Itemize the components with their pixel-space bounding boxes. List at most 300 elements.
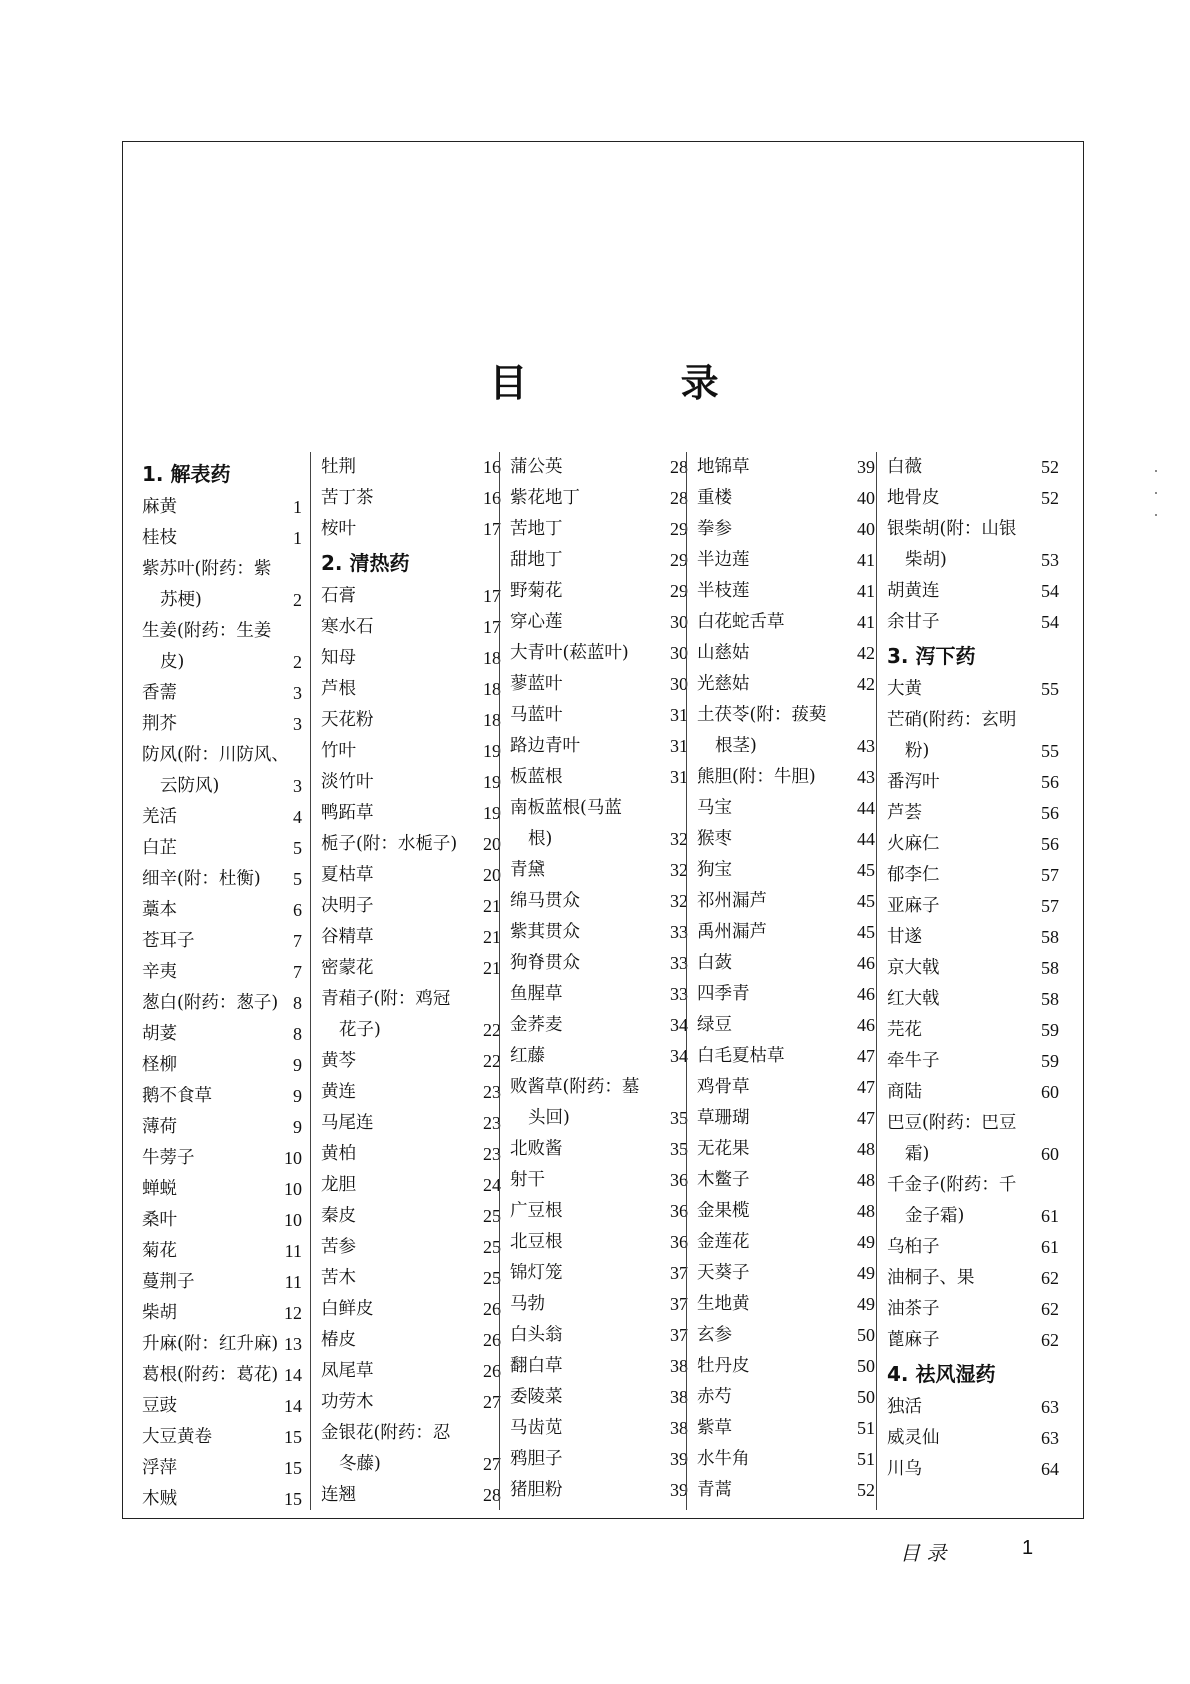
toc-entry[interactable] (510, 607, 688, 638)
toc-entry[interactable] (510, 731, 688, 762)
entry-name: 白毛夏枯草 (697, 1046, 785, 1066)
entry-page-number: 13 (284, 1334, 302, 1354)
toc-entry[interactable] (697, 1041, 875, 1072)
entry-name: 川乌 (887, 1459, 922, 1479)
toc-entry[interactable] (142, 1050, 302, 1081)
toc-entry[interactable] (510, 1010, 688, 1041)
entry-page-number: 49 (857, 1263, 875, 1283)
toc-entry[interactable] (697, 979, 875, 1010)
toc-entry[interactable] (142, 523, 302, 554)
toc-entry[interactable] (697, 638, 875, 669)
toc-entry[interactable] (510, 1413, 688, 1444)
toc-entry[interactable] (321, 1325, 501, 1356)
toc-entry[interactable] (887, 1263, 1059, 1294)
toc-entry[interactable] (887, 483, 1059, 514)
entry-page-number: 1 (293, 528, 302, 548)
entry-page-number: 9 (293, 1117, 302, 1137)
entry-page-number: 33 (670, 922, 688, 942)
entry-name: 马尾连 (321, 1113, 374, 1133)
toc-entry[interactable] (887, 452, 1059, 483)
entry-page-number: 39 (670, 1449, 688, 1469)
entry-name: 鱼腥草 (510, 984, 563, 1004)
entry-name: 竹叶 (321, 741, 356, 761)
toc-entry[interactable] (321, 767, 501, 798)
entry-name: 牡丹皮 (697, 1356, 750, 1376)
entry-page-number: 38 (670, 1418, 688, 1438)
toc-entry[interactable] (321, 829, 501, 860)
entry-name: 蝉蜕 (142, 1179, 177, 1199)
entry-page-number: 9 (293, 1055, 302, 1075)
entry-name: 乌桕子 (887, 1237, 940, 1257)
entry-name: 葛根(附药：葛花) (142, 1365, 279, 1385)
entry-page-number: 11 (284, 1241, 302, 1261)
toc-entry[interactable] (142, 926, 302, 957)
toc-entry[interactable] (321, 705, 501, 736)
toc-entry[interactable] (321, 798, 501, 829)
entry-page-number: 26 (483, 1330, 501, 1350)
entry-page-number: 10 (284, 1179, 302, 1199)
toc-entry[interactable] (887, 1108, 1059, 1170)
toc-entry[interactable] (142, 709, 302, 740)
toc-entry[interactable] (142, 802, 302, 833)
entry-name: 败酱草(附药：墓 (510, 1077, 640, 1097)
entry-name: 紫苏叶(附药：紫 (142, 559, 272, 579)
toc-entry[interactable] (321, 922, 501, 953)
entry-name: 无花果 (697, 1139, 750, 1159)
entry-page-number: 50 (857, 1325, 875, 1345)
toc-entry[interactable] (321, 1418, 501, 1480)
entry-page-number: 3 (293, 776, 302, 796)
toc-entry[interactable] (510, 1320, 688, 1351)
entry-name: 金莲花 (697, 1232, 750, 1252)
toc-entry[interactable] (697, 1475, 875, 1506)
section-heading: 4. 祛风湿药 (887, 1362, 996, 1386)
toc-entry[interactable] (697, 1320, 875, 1351)
toc-entry[interactable] (142, 1329, 302, 1360)
toc-entry[interactable] (321, 674, 501, 705)
entry-name: 大豆黄卷 (142, 1427, 212, 1447)
toc-entry[interactable] (142, 895, 302, 926)
toc-entry[interactable] (142, 1453, 302, 1484)
toc-entry[interactable] (887, 891, 1059, 922)
entry-page-number: 48 (857, 1139, 875, 1159)
entry-page-number: 36 (670, 1232, 688, 1252)
entry-page-number: 27 (483, 1454, 501, 1474)
toc-entry[interactable] (887, 607, 1059, 638)
toc-entry[interactable] (142, 1298, 302, 1329)
toc-entry[interactable] (697, 607, 875, 638)
entry-name: 青葙子(附：鸡冠 (321, 989, 451, 1009)
entry-page-number: 7 (293, 962, 302, 982)
toc-entry[interactable] (697, 1165, 875, 1196)
entry-name: 京大戟 (887, 958, 940, 978)
toc-entry[interactable] (697, 1289, 875, 1320)
entry-page-number: 17 (483, 519, 501, 539)
entry-name-continued: 金子霜) (905, 1206, 965, 1226)
toc-entry[interactable] (697, 669, 875, 700)
toc-entry[interactable] (142, 1360, 302, 1391)
entry-name: 马齿苋 (510, 1418, 563, 1438)
toc-entry[interactable] (697, 1444, 875, 1475)
entry-name: 牵牛子 (887, 1051, 940, 1071)
toc-entry[interactable] (321, 1294, 501, 1325)
entry-name: 芒硝(附药：玄明 (887, 710, 1017, 730)
entry-name: 蒲公英 (510, 457, 563, 477)
toc-entry[interactable] (510, 638, 688, 669)
toc-entry[interactable] (321, 1387, 501, 1418)
toc-entry[interactable] (142, 1174, 302, 1205)
toc-entry[interactable] (142, 1143, 302, 1174)
entry-page-number: 16 (483, 457, 501, 477)
entry-name: 功劳木 (321, 1392, 374, 1412)
toc-column-3 (499, 452, 688, 1510)
toc-entry[interactable] (142, 1019, 302, 1050)
entry-page-number: 36 (670, 1201, 688, 1221)
entry-name: 赤芍 (697, 1387, 732, 1407)
toc-entry[interactable] (887, 1170, 1059, 1232)
toc-entry[interactable] (697, 452, 875, 483)
entry-page-number: 18 (483, 648, 501, 668)
entry-name: 升麻(附：红升麻) (142, 1334, 279, 1354)
entry-name: 紫草 (697, 1418, 732, 1438)
toc-entry[interactable] (510, 1444, 688, 1475)
toc-entry[interactable] (697, 855, 875, 886)
toc-entry[interactable] (510, 669, 688, 700)
entry-page-number: 21 (483, 896, 501, 916)
toc-entry[interactable] (887, 767, 1059, 798)
entry-name: 鸭跖草 (321, 803, 374, 823)
entry-page-number: 32 (670, 860, 688, 880)
entry-page-number: 54 (1041, 581, 1059, 601)
toc-entry[interactable] (142, 1391, 302, 1422)
entry-page-number: 32 (670, 829, 688, 849)
page-title: 目 录 (489, 361, 789, 405)
toc-entry[interactable] (142, 492, 302, 523)
toc-entry[interactable] (142, 864, 302, 895)
entry-page-number: 37 (670, 1294, 688, 1314)
toc-entry[interactable] (697, 700, 875, 762)
entry-page-number: 34 (670, 1015, 688, 1035)
toc-entry[interactable] (697, 917, 875, 948)
toc-entry[interactable] (510, 1382, 688, 1413)
entry-page-number: 62 (1041, 1299, 1059, 1319)
toc-entry[interactable] (510, 483, 688, 514)
toc-entry[interactable] (887, 953, 1059, 984)
toc-entry[interactable] (697, 514, 875, 545)
toc-entry[interactable] (697, 1227, 875, 1258)
toc-entry[interactable] (510, 1258, 688, 1289)
toc-entry[interactable] (142, 1112, 302, 1143)
entry-page-number: 4 (293, 807, 302, 827)
entry-page-number: 64 (1041, 1459, 1059, 1479)
entry-name: 生姜(附药：生姜 (142, 621, 272, 641)
toc-entry[interactable] (510, 1041, 688, 1072)
toc-entry[interactable] (697, 1351, 875, 1382)
entry-page-number: 48 (857, 1170, 875, 1190)
toc-entry[interactable] (321, 1170, 501, 1201)
toc-entry[interactable] (321, 452, 501, 483)
entry-name-continued: 霜) (905, 1144, 930, 1164)
entry-page-number: 2 (293, 590, 302, 610)
toc-entry[interactable] (321, 984, 501, 1046)
entry-name: 石膏 (321, 586, 356, 606)
toc-entry[interactable] (887, 798, 1059, 829)
entry-page-number: 61 (1041, 1237, 1059, 1257)
entry-name: 金银花(附药：忍 (321, 1423, 451, 1443)
toc-entry[interactable] (697, 824, 875, 855)
entry-name: 马勃 (510, 1294, 545, 1314)
entry-page-number: 7 (293, 931, 302, 951)
toc-entry[interactable] (142, 1236, 302, 1267)
toc-entry[interactable] (697, 793, 875, 824)
toc-entry[interactable] (510, 793, 688, 855)
entry-name: 牡荆 (321, 457, 356, 477)
toc-entry[interactable] (510, 1165, 688, 1196)
entry-page-number: 36 (670, 1170, 688, 1190)
toc-entry[interactable] (142, 1081, 302, 1112)
toc-entry[interactable] (510, 1134, 688, 1165)
toc-entry[interactable] (321, 483, 501, 514)
toc-entry[interactable] (321, 953, 501, 984)
entry-name-continued: 花子) (339, 1020, 381, 1040)
entry-name: 大青叶(菘蓝叶) (510, 643, 629, 663)
entry-name: 黄连 (321, 1082, 356, 1102)
toc-entry[interactable] (887, 1046, 1059, 1077)
entry-page-number: 21 (483, 958, 501, 978)
entry-page-number: 25 (483, 1206, 501, 1226)
toc-entry[interactable] (510, 1196, 688, 1227)
toc-entry[interactable] (887, 1232, 1059, 1263)
entry-page-number: 15 (284, 1489, 302, 1509)
entry-name: 穿心莲 (510, 612, 563, 632)
toc-entry[interactable] (887, 829, 1059, 860)
toc-entry[interactable] (321, 1077, 501, 1108)
toc-entry[interactable] (142, 554, 302, 616)
toc-entry[interactable] (142, 1267, 302, 1298)
toc-entry[interactable] (321, 1480, 501, 1511)
toc-entry[interactable] (321, 514, 501, 545)
entry-name: 鹅不食草 (142, 1086, 212, 1106)
toc-entry[interactable] (697, 948, 875, 979)
entry-name: 蔓荆子 (142, 1272, 195, 1292)
entry-page-number: 33 (670, 953, 688, 973)
entry-page-number: 44 (857, 829, 875, 849)
toc-entry[interactable] (321, 1232, 501, 1263)
entry-name: 光慈姑 (697, 674, 750, 694)
toc-entry[interactable] (510, 886, 688, 917)
toc-entry[interactable] (510, 979, 688, 1010)
entry-page-number: 51 (857, 1449, 875, 1469)
toc-entry[interactable] (510, 917, 688, 948)
toc-entry[interactable] (321, 1201, 501, 1232)
entry-page-number: 31 (670, 767, 688, 787)
toc-entry[interactable] (887, 576, 1059, 607)
toc-entry[interactable] (887, 1423, 1059, 1454)
entry-name: 商陆 (887, 1082, 922, 1102)
toc-entry[interactable] (142, 616, 302, 678)
entry-name: 苦木 (321, 1268, 356, 1288)
entry-name: 熊胆(附：牛胆) (697, 767, 816, 787)
entry-name-continued: 根茎) (715, 736, 757, 756)
toc-entry[interactable] (142, 678, 302, 709)
entry-page-number: 29 (670, 550, 688, 570)
toc-entry[interactable] (142, 740, 302, 802)
toc-entry[interactable] (887, 860, 1059, 891)
entry-name: 凤尾草 (321, 1361, 374, 1381)
toc-entry[interactable] (697, 762, 875, 793)
toc-entry[interactable] (321, 643, 501, 674)
entry-page-number: 11 (284, 1272, 302, 1292)
toc-entry[interactable] (510, 1475, 688, 1506)
entry-name: 木贼 (142, 1489, 177, 1509)
margin-marks (1155, 470, 1159, 530)
entry-name: 翻白草 (510, 1356, 563, 1376)
toc-entry[interactable] (697, 1103, 875, 1134)
toc-entry[interactable] (321, 860, 501, 891)
toc-entry[interactable] (142, 1205, 302, 1236)
entry-name: 余甘子 (887, 612, 940, 632)
toc-entry[interactable] (887, 514, 1059, 576)
entry-name: 柴胡 (142, 1303, 177, 1323)
toc-entry[interactable] (321, 1139, 501, 1170)
entry-name: 油茶子 (887, 1299, 940, 1319)
toc-entry[interactable] (887, 1077, 1059, 1108)
toc-entry[interactable] (510, 576, 688, 607)
toc-entry[interactable] (321, 581, 501, 612)
toc-entry[interactable] (510, 1072, 688, 1134)
entry-page-number: 41 (857, 612, 875, 632)
toc-entry[interactable] (887, 1015, 1059, 1046)
entry-name: 生地黄 (697, 1294, 750, 1314)
entry-page-number: 18 (483, 679, 501, 699)
toc-entry[interactable] (321, 1356, 501, 1387)
toc-entry[interactable] (697, 576, 875, 607)
toc-entry[interactable] (697, 1010, 875, 1041)
toc-entry[interactable] (321, 1263, 501, 1294)
toc-entry[interactable] (321, 1046, 501, 1077)
entry-name: 木鳖子 (697, 1170, 750, 1190)
toc-entry[interactable] (887, 984, 1059, 1015)
entry-page-number: 6 (293, 900, 302, 920)
toc-entry[interactable] (887, 674, 1059, 705)
entry-name: 白鲜皮 (321, 1299, 374, 1319)
entry-name: 青黛 (510, 860, 545, 880)
entry-name: 金荞麦 (510, 1015, 563, 1035)
entry-name: 苦地丁 (510, 519, 563, 539)
toc-entry[interactable] (510, 700, 688, 731)
toc-entry[interactable] (510, 452, 688, 483)
entry-name: 亚麻子 (887, 896, 940, 916)
entry-page-number: 59 (1041, 1020, 1059, 1040)
entry-page-number: 60 (1041, 1144, 1059, 1164)
toc-entry[interactable] (321, 1108, 501, 1139)
entry-name: 红藤 (510, 1046, 545, 1066)
entry-name: 薄荷 (142, 1117, 177, 1137)
page-footer (900, 1537, 1050, 1566)
entry-page-number: 8 (293, 993, 302, 1013)
entry-name: 桑叶 (142, 1210, 177, 1230)
toc-entry[interactable] (510, 1351, 688, 1382)
toc-entry[interactable] (142, 1422, 302, 1453)
entry-page-number: 10 (284, 1148, 302, 1168)
entry-page-number: 45 (857, 891, 875, 911)
toc-entry[interactable] (697, 886, 875, 917)
toc-entry[interactable] (697, 1072, 875, 1103)
entry-name: 白头翁 (510, 1325, 563, 1345)
entry-name: 火麻仁 (887, 834, 940, 854)
entry-page-number: 23 (483, 1144, 501, 1164)
toc-entry[interactable] (887, 1454, 1059, 1485)
entry-page-number: 1 (293, 497, 302, 517)
entry-name: 甜地丁 (510, 550, 563, 570)
toc-entry[interactable] (142, 833, 302, 864)
toc-entry[interactable] (887, 705, 1059, 767)
entry-name: 荆芥 (142, 714, 177, 734)
toc-entry[interactable] (321, 612, 501, 643)
toc-entry[interactable] (887, 1325, 1059, 1356)
entry-page-number: 30 (670, 643, 688, 663)
entry-name: 狗宝 (697, 860, 732, 880)
entry-name: 苦参 (321, 1237, 356, 1257)
toc-entry[interactable] (697, 483, 875, 514)
entry-page-number: 63 (1041, 1428, 1059, 1448)
entry-name: 广豆根 (510, 1201, 563, 1221)
entry-name: 知母 (321, 648, 356, 668)
entry-page-number: 25 (483, 1237, 501, 1257)
toc-entry[interactable] (510, 1289, 688, 1320)
toc-entry[interactable] (510, 514, 688, 545)
entry-page-number: 60 (1041, 1082, 1059, 1102)
entry-page-number: 41 (857, 581, 875, 601)
toc-entry[interactable] (510, 545, 688, 576)
entry-name: 地锦草 (697, 457, 750, 477)
toc-entry[interactable] (321, 736, 501, 767)
toc-entry[interactable] (697, 545, 875, 576)
entry-page-number: 63 (1041, 1397, 1059, 1417)
toc-entry[interactable] (887, 1294, 1059, 1325)
entry-name: 威灵仙 (887, 1428, 940, 1448)
entry-page-number: 20 (483, 834, 501, 854)
toc-entry[interactable] (510, 855, 688, 886)
entry-name: 胡荽 (142, 1024, 177, 1044)
toc-entry[interactable] (697, 1134, 875, 1165)
toc-entry[interactable] (142, 988, 302, 1019)
entry-name: 红大戟 (887, 989, 940, 1009)
toc-entry[interactable] (697, 1196, 875, 1227)
entry-name: 芦根 (321, 679, 356, 699)
toc-entry[interactable] (887, 1392, 1059, 1423)
toc-entry[interactable] (887, 922, 1059, 953)
entry-name: 蓼蓝叶 (510, 674, 563, 694)
entry-page-number: 62 (1041, 1268, 1059, 1288)
toc-entry[interactable] (510, 762, 688, 793)
toc-entry[interactable] (510, 1227, 688, 1258)
toc-entry[interactable] (697, 1413, 875, 1444)
entry-page-number: 37 (670, 1263, 688, 1283)
entry-page-number: 50 (857, 1387, 875, 1407)
entry-page-number: 57 (1041, 896, 1059, 916)
entry-page-number: 58 (1041, 989, 1059, 1009)
entry-name: 银柴胡(附：山银 (887, 519, 1017, 539)
entry-name: 委陵菜 (510, 1387, 563, 1407)
toc-entry[interactable] (697, 1258, 875, 1289)
toc-entry[interactable] (697, 1382, 875, 1413)
toc-entry[interactable] (142, 1484, 302, 1515)
toc-entry[interactable] (142, 957, 302, 988)
entry-name: 射干 (510, 1170, 545, 1190)
toc-entry[interactable] (321, 891, 501, 922)
toc-entry[interactable] (510, 948, 688, 979)
